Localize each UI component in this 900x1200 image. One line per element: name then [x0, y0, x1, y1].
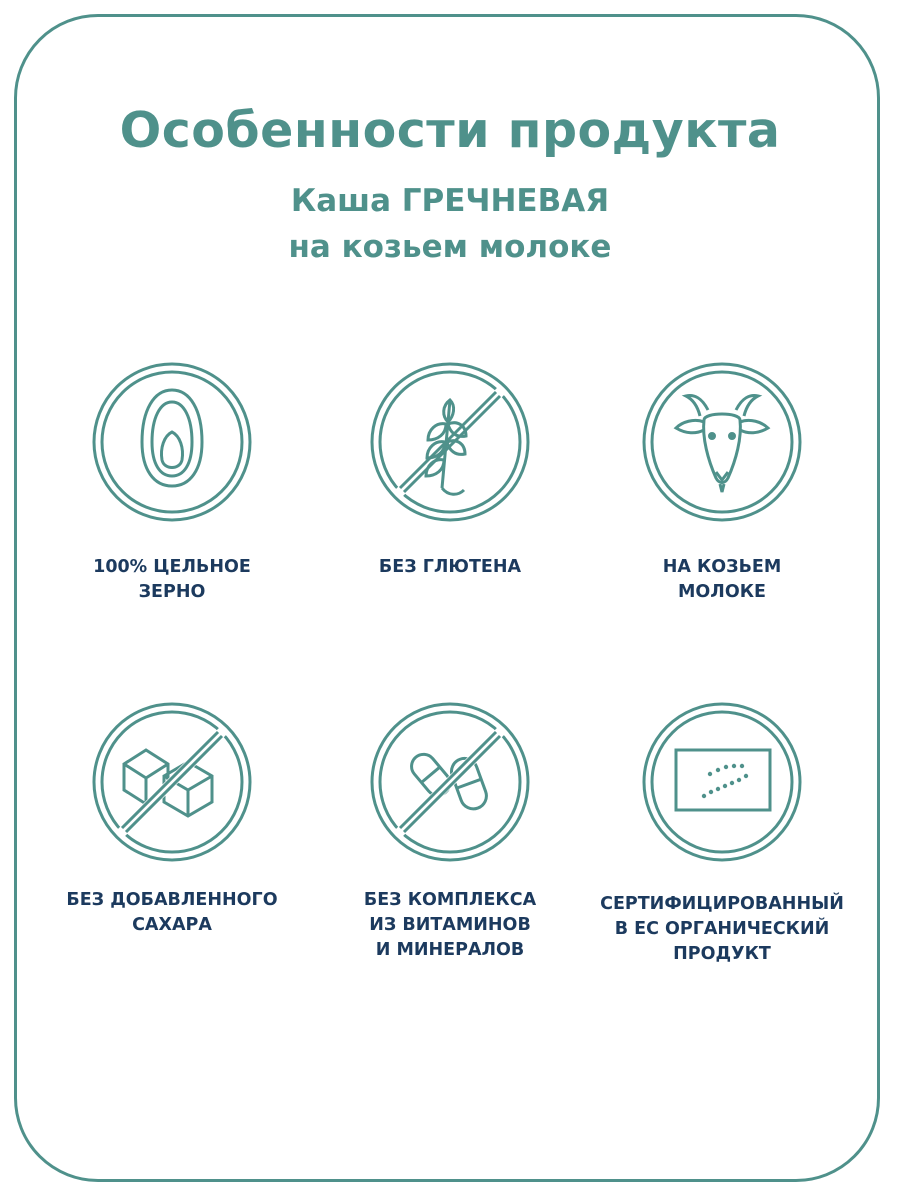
page-title: Особенности продукта — [119, 102, 781, 159]
feature-label-line: НА КОЗЬЕМ — [662, 557, 782, 577]
feature-label-line: В ЕС ОРГАНИЧЕСКИЙ — [614, 919, 830, 939]
product-name: Каша ГРЕЧНЕВАЯ — [290, 183, 610, 219]
feature-label-line: БЕЗ КОМПЛЕКСА — [363, 890, 537, 910]
feature-label-line: БЕЗ ГЛЮТЕНА — [378, 557, 522, 577]
eu-organic-icon — [640, 700, 804, 864]
goat-icon — [640, 360, 804, 524]
feature-label-line: 100% ЦЕЛЬНОЕ — [93, 557, 251, 577]
no-gluten-icon — [368, 360, 532, 524]
feature-label-line: БЕЗ ДОБАВЛЕННОГО — [66, 890, 278, 910]
grain-icon — [90, 360, 254, 524]
product-variant: на козьем молоке — [288, 229, 612, 265]
feature-label-line: ЗЕРНО — [138, 582, 206, 602]
no-sugar-icon — [90, 700, 254, 864]
feature-label-line: СЕРТИФИЦИРОВАННЫЙ — [600, 894, 844, 914]
no-vitamins-icon — [368, 700, 532, 864]
feature-label-line: И МИНЕРАЛОВ — [375, 940, 525, 960]
feature-label-line: ИЗ ВИТАМИНОВ — [369, 915, 531, 935]
feature-label-line: САХАРА — [132, 915, 212, 935]
feature-label-line: ПРОДУКТ — [673, 944, 771, 964]
feature-label-line: МОЛОКЕ — [678, 582, 766, 602]
